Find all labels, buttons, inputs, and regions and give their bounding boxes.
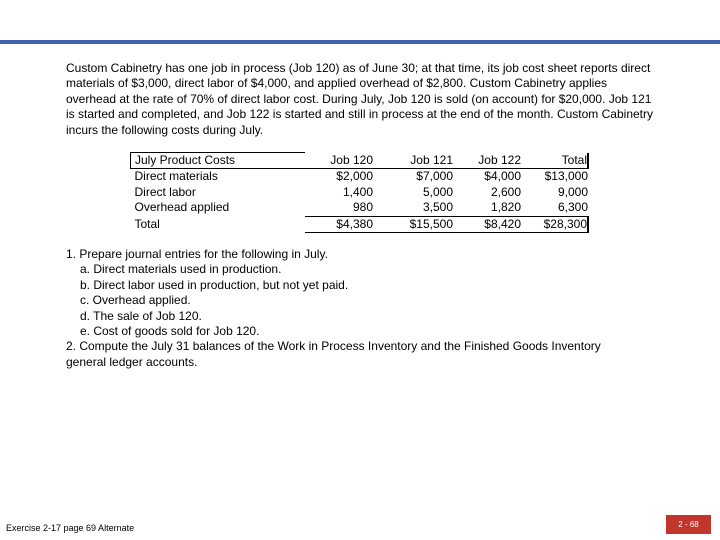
table-cell: 1,820: [490, 200, 521, 215]
row-label: Overhead applied: [134, 200, 230, 215]
requirement-item: 1. Prepare journal entries for the following in July.: [66, 247, 328, 261]
requirement-item-continued: general ledger accounts.: [66, 354, 198, 369]
footer-note: Exercise 2-17 page 69 Alternate: [6, 523, 135, 533]
intro-line: is started and completed, and Job 122 is started and still in process at the end of the month. Custom Cabinetry: [66, 107, 653, 122]
table-cell: $15,500: [373, 216, 453, 232]
row-label: Total: [134, 216, 160, 231]
table-header-row: [131, 153, 589, 169]
table-cell: 9,000: [557, 184, 588, 199]
table-cell: 3,500: [422, 200, 453, 215]
table-cell: $7,000: [416, 169, 453, 184]
table-cell: 6,300: [557, 200, 588, 215]
table-total-row: [131, 216, 589, 232]
row-label: Direct labor: [134, 184, 196, 199]
table-cell: $13,000: [544, 169, 588, 184]
table-cell: $4,380: [305, 216, 373, 232]
table-cell: 2,600: [490, 184, 521, 199]
requirements-list: [66, 247, 666, 370]
column-header: July Product Costs: [131, 153, 306, 169]
requirement-item: 2. Compute the July 31 balances of the Work in Process Inventory and the Finished Goods Inventory: [66, 339, 601, 354]
intro-line: incurs the following costs during July.: [66, 122, 264, 137]
problem-intro: [66, 61, 666, 138]
requirement-subitem: c. Overhead applied.: [80, 293, 191, 308]
table-cell: $4,000: [484, 169, 521, 184]
table-cell: $28,300: [521, 216, 588, 232]
intro-line: materials of $3,000, direct labor of $4,000, and applied overhead of $2,800. Custom Cabinetry applies: [66, 76, 608, 91]
july-product-costs-table: [130, 152, 589, 233]
top-rule: [0, 40, 720, 44]
requirement-subitem: e. Cost of goods sold for Job 120.: [80, 324, 260, 339]
intro-line: Custom Cabinetry has one job in process (Job 120) as of June 30; at that time, its job cost sheet reports direct: [66, 61, 651, 75]
table-cell: $2,000: [336, 169, 373, 184]
table-row: [131, 169, 589, 185]
column-header: Job 122: [453, 153, 521, 169]
table-cell: 980: [352, 200, 373, 215]
row-label: Direct materials: [134, 169, 218, 184]
intro-line: overhead at the rate of 70% of direct labor cost. During July, Job 120 is sold (on account) for $20,000. Job 121: [66, 91, 652, 106]
page-number-badge: 2 - 68: [666, 515, 711, 534]
table-cell: 5,000: [422, 184, 453, 199]
requirement-subitem: b. Direct labor used in production, but not yet paid.: [80, 277, 349, 292]
table-cell: $8,420: [453, 216, 521, 232]
column-header: Total: [521, 153, 588, 169]
table-cell: 1,400: [342, 184, 373, 199]
requirement-subitem: a. Direct materials used in production.: [80, 262, 282, 277]
table-row: [131, 200, 589, 216]
requirement-subitem: d. The sale of Job 120.: [80, 308, 202, 323]
column-header: Job 120: [305, 153, 373, 169]
column-header: Job 121: [373, 153, 453, 169]
table-row: [131, 185, 589, 200]
